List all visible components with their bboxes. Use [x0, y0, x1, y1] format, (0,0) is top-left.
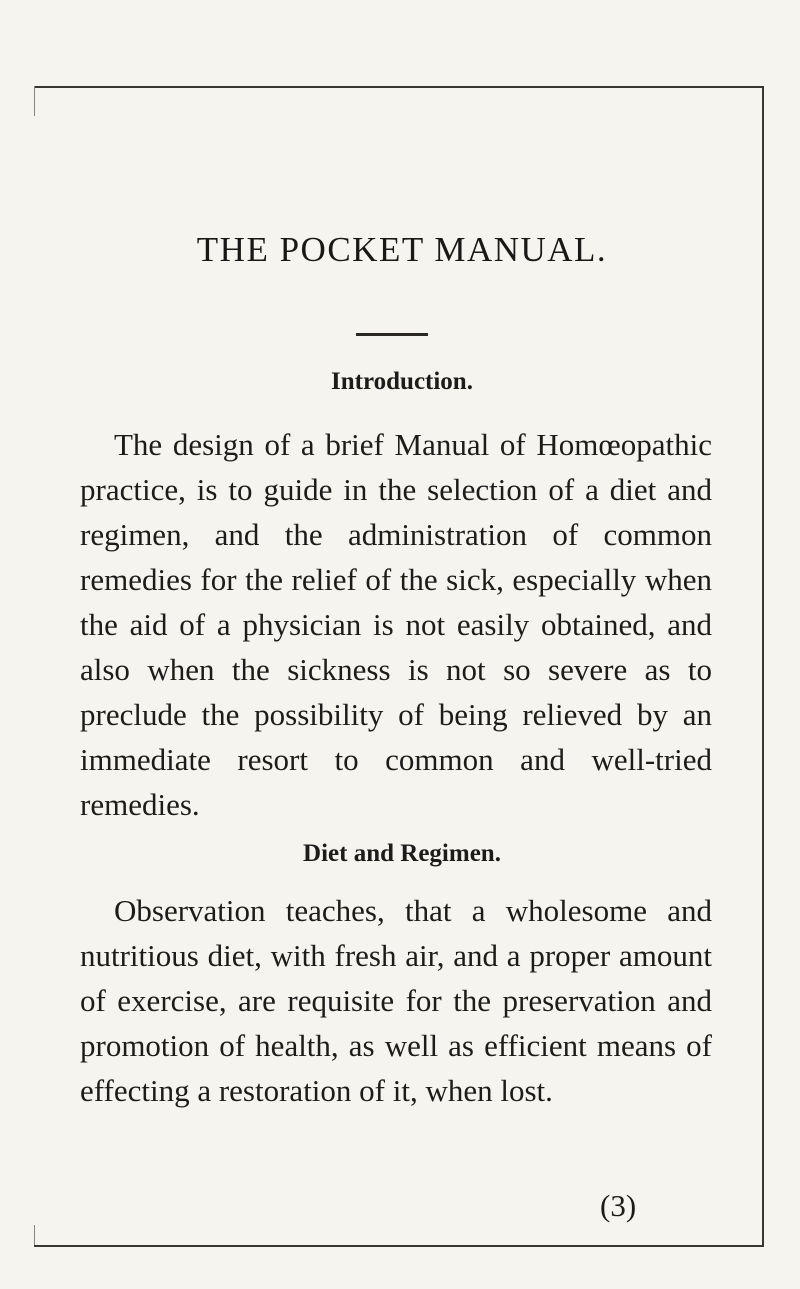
paragraph-introduction: The design of a brief Manual of Homœopathic practice, is to guide in the selection of a diet and regimen, and the administration of common remedies for the relief of the sick, especially when the aid of a physician is not easily obtained, and also when the sickness is not so severe as to preclude the possibility of being relieved by an immediate resort to common and well-tried remedies.: [80, 427, 712, 822]
frame-right-border: [762, 86, 764, 1246]
frame-left-border-top: [34, 86, 35, 116]
frame-bottom-border: [34, 1245, 764, 1247]
page-number: (3): [600, 1188, 637, 1223]
page-title: THE POCKET MANUAL.: [196, 230, 608, 269]
paragraph-diet-regimen: Observation teaches, that a wholesome and nutritious diet, with fresh air, and a proper amount of exercise, are requisite for the preservation and promotion of health, as well as efficient means of effecting a restoration of it, when lost.: [80, 893, 712, 1108]
title-rule: [356, 333, 428, 336]
section-heading-diet-regimen: Diet and Regimen.: [303, 840, 501, 867]
section-heading-introduction: Introduction.: [331, 368, 473, 395]
frame-left-border-bottom: [34, 1225, 35, 1245]
frame-top-border: [34, 86, 764, 88]
